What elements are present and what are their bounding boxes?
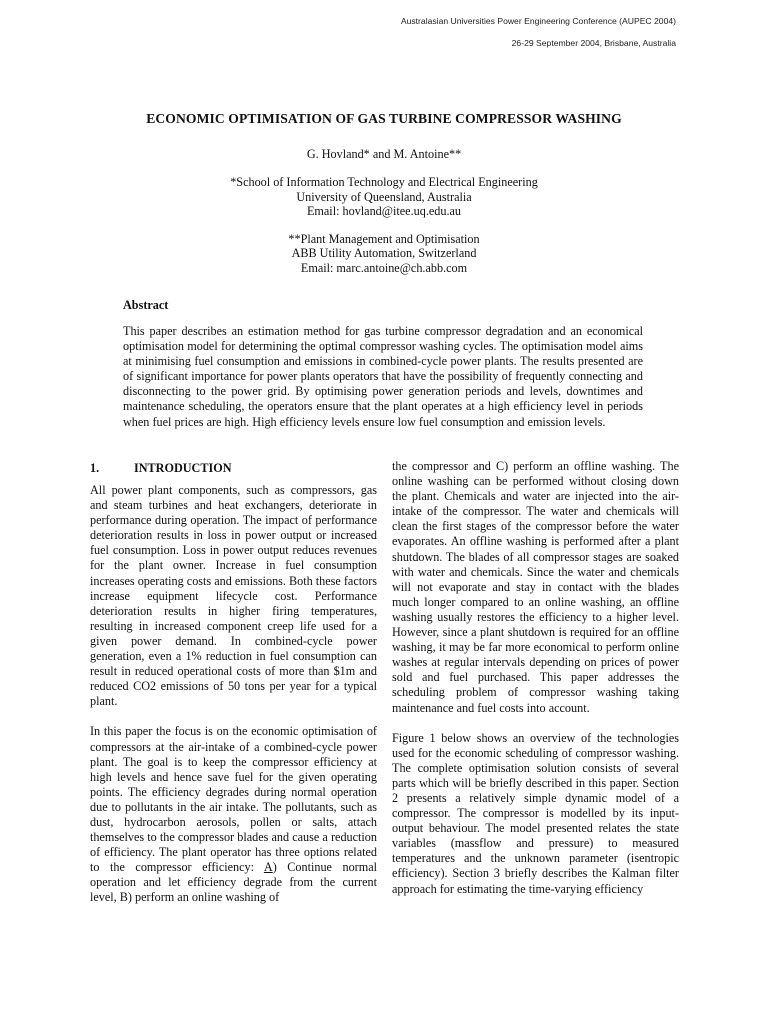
section-number: 1.	[90, 461, 100, 475]
option-letter-a: A	[263, 860, 273, 875]
left-column	[90, 460, 377, 906]
title-block	[90, 110, 678, 276]
section-heading	[90, 460, 377, 476]
intro-paragraph-2-start: In this paper the focus is on the economic optimisation of compressors at the air-intake of a combined-cycle power plant. The goal is to keep the compressor efficiency at high levels and hence save fuel for the given operating points. The efficiency degrades during normal operation due to pollutants in the air intake. The pollutants, such as dust, hydrocarbon aerosols, pollen or salts, attach themselves to the compressor blades and cause a reduction of efficiency. The plant operator has three options related to the compressor efficiency:	[90, 724, 377, 875]
intro-paragraph-3: the compressor and C) perform an offline washing. The online washing can be performed without closing down the plant. Chemicals and water are injected into the air-intake of the compressor. The water and chemicals will clean the first stages of the compressor before the water evaporates. An offline washing is performed after a plant shutdown. The blades of all compressor stages are soaked with water and chemicals. Since the water and chemicals will not evaporate and stay in contact with the blades much longer compared to an online washing, an offline washing usually restores the efficiency to a higher level. However, since a plant shutdown is required for an offline washing, it may be far more economical to perform online washes at regular intervals depending on prices of power sold and fuel purchased. This paper addresses the scheduling problem of compressor washing taking maintenance and fuel costs into account.	[392, 459, 679, 715]
affiliation-2-email: Email: marc.antoine@ch.abb.com	[300, 260, 468, 275]
intro-paragraph-1: All power plant components, such as compressors, gas and steam turbines and heat exchangers, deteriorate in performance during operation. The impact of performance deterioration results in loss in power output or increased fuel consumption. Loss in power output reduces revenues for the plant owner. Increase in fuel consumption increases operating costs and emissions. Both these factors increase equipment lifecycle cost. Performance deterioration results in higher firing temperatures, resulting in increased component creep life used for a given power demand. In combined-cycle power generation, even a 1% reduction in fuel consumption can result in reduced operational costs of more than $1m and reduced CO2 emissions of 50 tons per year for a typical plant.	[90, 483, 378, 709]
affiliation-1	[90, 175, 678, 219]
intro-paragraph-4: Figure 1 below shows an overview of the technologies used for the economic scheduling of compressor washing. The complete optimisation solution consists of several parts which will be briefly described in this paper. Section 2 presents a relatively simple dynamic model of a compressor. The compressor is modelled by its input-output behaviour. The model presented relates the state variables (massflow and pressure) to measured temperatures and the unknown parameter (isentropic efficiency). Section 3 briefly describes the Kalman filter approach for estimating the time-varying efficiency	[392, 730, 679, 896]
affiliation-1-line-1: *School of Information Technology and Electrical Engineering	[230, 175, 538, 189]
affiliation-2-line-1: **Plant Management and Optimisation	[288, 231, 480, 246]
affiliation-2	[90, 232, 678, 276]
abstract-heading: Abstract	[123, 298, 169, 312]
conference-dates: 26-29 September 2004, Brisbane, Australia	[511, 38, 676, 48]
affiliation-1-email: Email: hovland@itee.uq.edu.au	[306, 204, 462, 219]
intro-paragraph-2-end: ) Continue normal operation and let efficiency degrade from the current level, B) perform an online washing of	[90, 860, 378, 905]
section-title: INTRODUCTION	[134, 461, 232, 475]
intro-paragraph-2	[90, 724, 377, 905]
right-column	[392, 459, 679, 897]
conference-name: Australasian Universities Power Engineering Conference (AUPEC 2004)	[400, 16, 676, 26]
affiliation-1-line-2: University of Queensland, Australia	[296, 189, 472, 204]
affiliation-2-line-2: ABB Utility Automation, Switzerland	[291, 246, 477, 261]
abstract-text: This paper describes an estimation method for gas turbine compressor degradation and an economical optimisation model for determining the optimal compressor washing cycles. The optimisation model aims at minimising fuel consumption and emissions in combined-cycle power plants. The results presented are of significant importance for power plants operators that have the possibility of frequently connecting and disconnecting to the power grid. By optimising power generation periods and levels, downtimes and maintenance scheduling, the operators ensure that the plant operates at a high efficiency level in periods when fuel prices are high. High efficiency levels ensure low fuel consumption and emission levels.	[123, 324, 643, 429]
paper-authors: G. Hovland* and M. Antoine**	[306, 147, 462, 161]
running-header	[401, 10, 676, 54]
paper-title: ECONOMIC OPTIMISATION OF GAS TURBINE COMPRESSOR WASHING	[146, 111, 622, 126]
